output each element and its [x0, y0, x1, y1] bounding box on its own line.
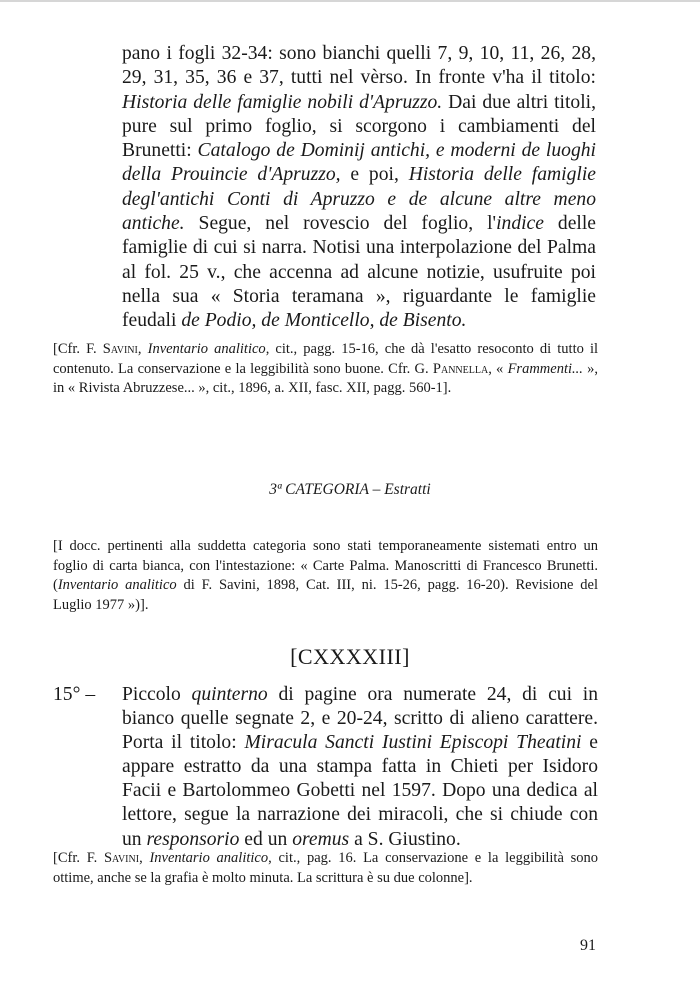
italic-text: Inventario analitico: [147, 341, 266, 357]
italic-text: Catalogo de Dominij antichi, e moderni de luoghi della Prouincie d'Apruzzo,: [122, 140, 596, 186]
italic-text: Frammenti...: [507, 360, 583, 377]
catalog-entry: [53, 683, 598, 852]
text-run: Piccolo: [122, 684, 192, 705]
text-run: », in « Rivista Abruzzese... », cit., 1896, a. XII, fasc. XII, pagg. 560-1].: [53, 360, 598, 396]
note-text: [53, 537, 598, 615]
text-run: , cit., pagg. 15-16, che dà l'esatto resoconto di tutto il contenuto. La conservazione e la leggibilità sono buone. Cfr. G.: [53, 341, 599, 377]
text-run: , «: [488, 360, 508, 377]
document-number-heading: [CXXXXIII]: [290, 644, 410, 669]
text-run: [I docc. pertinenti alla suddetta categoria sono stati temporaneamente sistemati entro un foglio di carta bianca, con l'intestazione: « Carte Palma. Manoscritti di Francesco Brunetti. (: [53, 538, 598, 593]
note-text: [53, 340, 598, 399]
reference-note-3: [53, 849, 598, 888]
text-run: ed un: [239, 828, 293, 850]
text-run: di pagine ora numerate 24, di cui in bianco quelle segnate 2, e 20-24, scritto di alieno carattere. Porta il titolo:: [122, 684, 599, 754]
small-caps-name: Pannella: [432, 360, 489, 377]
small-caps-name: Savini: [102, 341, 138, 357]
main-paragraph: [122, 42, 596, 334]
entry-number: 15° –: [53, 684, 96, 705]
reference-note-2: [53, 537, 598, 615]
text-run: e appare estratto da una stampa fatta in Chieti per Isidoro Facii e Bartolommeo Gobetti nel 1597. Dopo una dedica al lettore, segue la narrazione dei miracoli, che si chiude con un: [122, 732, 598, 850]
italic-text: Inventario analitico: [57, 577, 177, 593]
page-number: 91: [580, 937, 596, 954]
text-run: a S. Giustino.: [349, 828, 461, 850]
category-heading: 3ª CATEGORIA – Estratti: [269, 481, 431, 498]
text-run: [Cfr. F.: [53, 850, 104, 866]
note-text: [53, 849, 598, 888]
top-rule: [0, 0, 700, 2]
italic-text: Miracula Sancti Iustini Episcopi Theatini: [244, 732, 582, 754]
italic-text: responsorio: [146, 828, 240, 850]
text-run: pano i fogli 32-34: sono bianchi quelli 7, 9, 10, 11, 26, 28, 29, 31, 35, 36 e 37, tutti nel vèrso. In fronte v'ha il titolo:: [122, 43, 596, 89]
italic-text: Historia delle famiglie nobili d'Apruzzo.: [122, 91, 443, 113]
italic-text: oremus: [292, 828, 350, 850]
text-run: [Cfr. F.: [53, 341, 103, 357]
text-run: delle famiglie di cui si narra. Notisi una interpolazione del Palma al fol. 25 v., che accenna ad alcune notizie, usufruite poi nella sua « Storia teramana », riguardante le famiglie feudali: [122, 213, 596, 332]
small-caps-name: Savini: [103, 850, 140, 866]
text-run: di F. Savini, 1898, Cat. III, ni. 15-26, pagg. 16-20). Revisione del Luglio 1977 »)].: [53, 577, 598, 613]
italic-text: Inventario analitico: [149, 850, 269, 866]
text-run: Dai due altri titoli, pure sul primo foglio, si scorgono i cambiamenti del Brunetti:: [122, 91, 596, 162]
text-run: , cit., pag. 16. La conservazione e la leggibilità sono ottime, anche se la grafia è molto minuta. La scrittura è su due colonne].: [53, 850, 599, 886]
text-run: Segue, nel rovescio del foglio, l': [184, 213, 497, 235]
text-run: ,: [139, 850, 150, 866]
entry-description: [122, 683, 598, 852]
italic-text: quinterno: [191, 684, 268, 705]
italic-text: indice: [496, 213, 544, 235]
reference-note-1: [53, 340, 598, 399]
text-run: ,: [137, 341, 148, 357]
main-text: [122, 42, 596, 334]
italic-text: de Podio, de Monticello, de Bisento.: [181, 310, 467, 332]
text-run: e poi,: [340, 164, 409, 186]
italic-text: Historia delle famiglie degl'antichi Conti di Apruzzo e de alcune altre meno antiche.: [122, 164, 597, 235]
